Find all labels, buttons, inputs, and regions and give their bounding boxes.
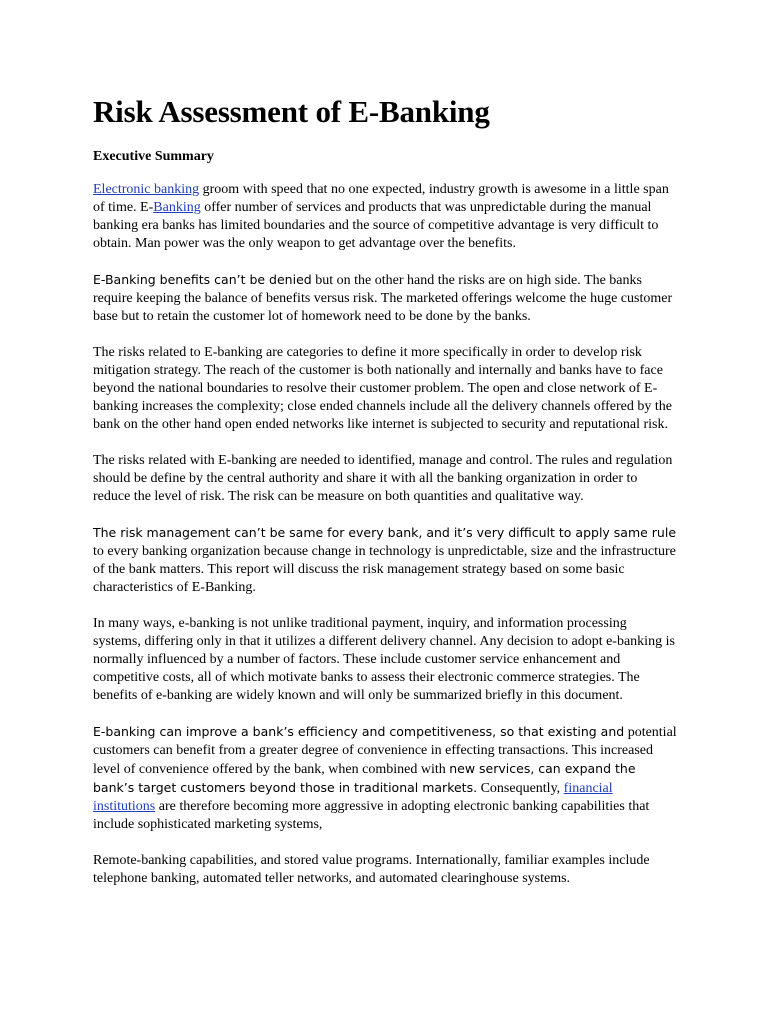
paragraph-2-text: but on the other hand the risks are on high side. The banks require keeping the balance of benefits versus risk. The marketed offerings welcome the huge customer base but to retain the customer lot of homework need to be done by the banks. <box>93 273 673 324</box>
paragraph-2-sans-text: E-Banking benefits can’t be denied <box>93 272 312 287</box>
document-page <box>93 93 678 906</box>
paragraph-7-text-b: Consequently, <box>477 781 564 796</box>
electronic-banking-link[interactable]: Electronic banking <box>93 182 200 197</box>
paragraph-7-sans-text-a: E-banking can improve a bank’s efficiency and competitiveness, so that existing and <box>93 724 625 739</box>
paragraph-7-text-a: potential customers can benefit from a greater degree of convenience in effecting transactions. This increased level of convenience offered by the bank, when combined with <box>93 725 677 777</box>
paragraph-1-text-b: offer number of services and products that was unpredictable during the manual banking era banks has limited boundaries and the source of competitive advantage is very difficult to obtain. Man power was the only weapon to get advantage over the benefits. <box>93 200 659 251</box>
paragraph-4: The risks related with E-banking are needed to identified, manage and control. The rules and regulation should be define by the central authority and share it with all the banking organization in order to reduce the level of risk. The risk can be measure on both quantities and qualitative way. <box>93 453 673 504</box>
paragraph-7-text-c: are therefore becoming more aggressive in adopting electronic banking capabilities that include sophisticated marketing systems, <box>93 799 650 832</box>
section-heading: Executive Summary <box>93 149 214 164</box>
paragraph-8: Remote-banking capabilities, and stored value programs. Internationally, familiar examples include telephone banking, automated teller networks, and automated clearinghouse systems. <box>93 853 650 886</box>
paragraph-3: The risks related to E-banking are categories to define it more specifically in order to develop risk mitigation strategy. The reach of the customer is both nationally and internally and banks have to face beyond the national boundaries to resolve their customer problem. The open and close network of E-banking increases the complexity; close ended channels include all the delivery channels offered by the bank on the other hand open ended networks like internet is subjected to security and reputational risk. <box>93 345 672 432</box>
paragraph-1-text-a: groom with speed that no one expected, industry growth is awesome in a little span of time. E- <box>93 182 669 215</box>
paragraph-5-sans-text: The risk management can’t be same for every bank, and it’s very difficult to apply same rule <box>93 525 677 540</box>
paragraph-5 <box>93 524 678 597</box>
financial-institutions-link[interactable]: financial institutions <box>93 781 613 814</box>
paragraph-7-sans-text-b: new services, can expand the bank’s target customers beyond those in traditional markets. <box>93 761 636 795</box>
banking-link[interactable]: Banking <box>153 200 201 215</box>
paragraph-7 <box>93 723 678 834</box>
paragraph-2 <box>93 271 678 326</box>
paragraph-5-text: to every banking organization because change in technology is unpredictable, size and the infrastructure of the bank matters. This report will discuss the risk management strategy based on some basic characteristics of E-Banking. <box>93 544 676 595</box>
paragraph-1 <box>93 181 678 253</box>
paragraph-6: In many ways, e-banking is not unlike traditional payment, inquiry, and information processing systems, differing only in that it utilizes a different delivery channel. Any decision to adopt e-banking is normally influenced by a number of factors. These include customer service enhancement and competitive costs, all of which motivate banks to assess their electronic commerce strategies. The benefits of e-banking are widely known and will only be summarized briefly in this document. <box>93 616 675 703</box>
document-title: Risk Assessment of E-Banking <box>93 94 490 129</box>
